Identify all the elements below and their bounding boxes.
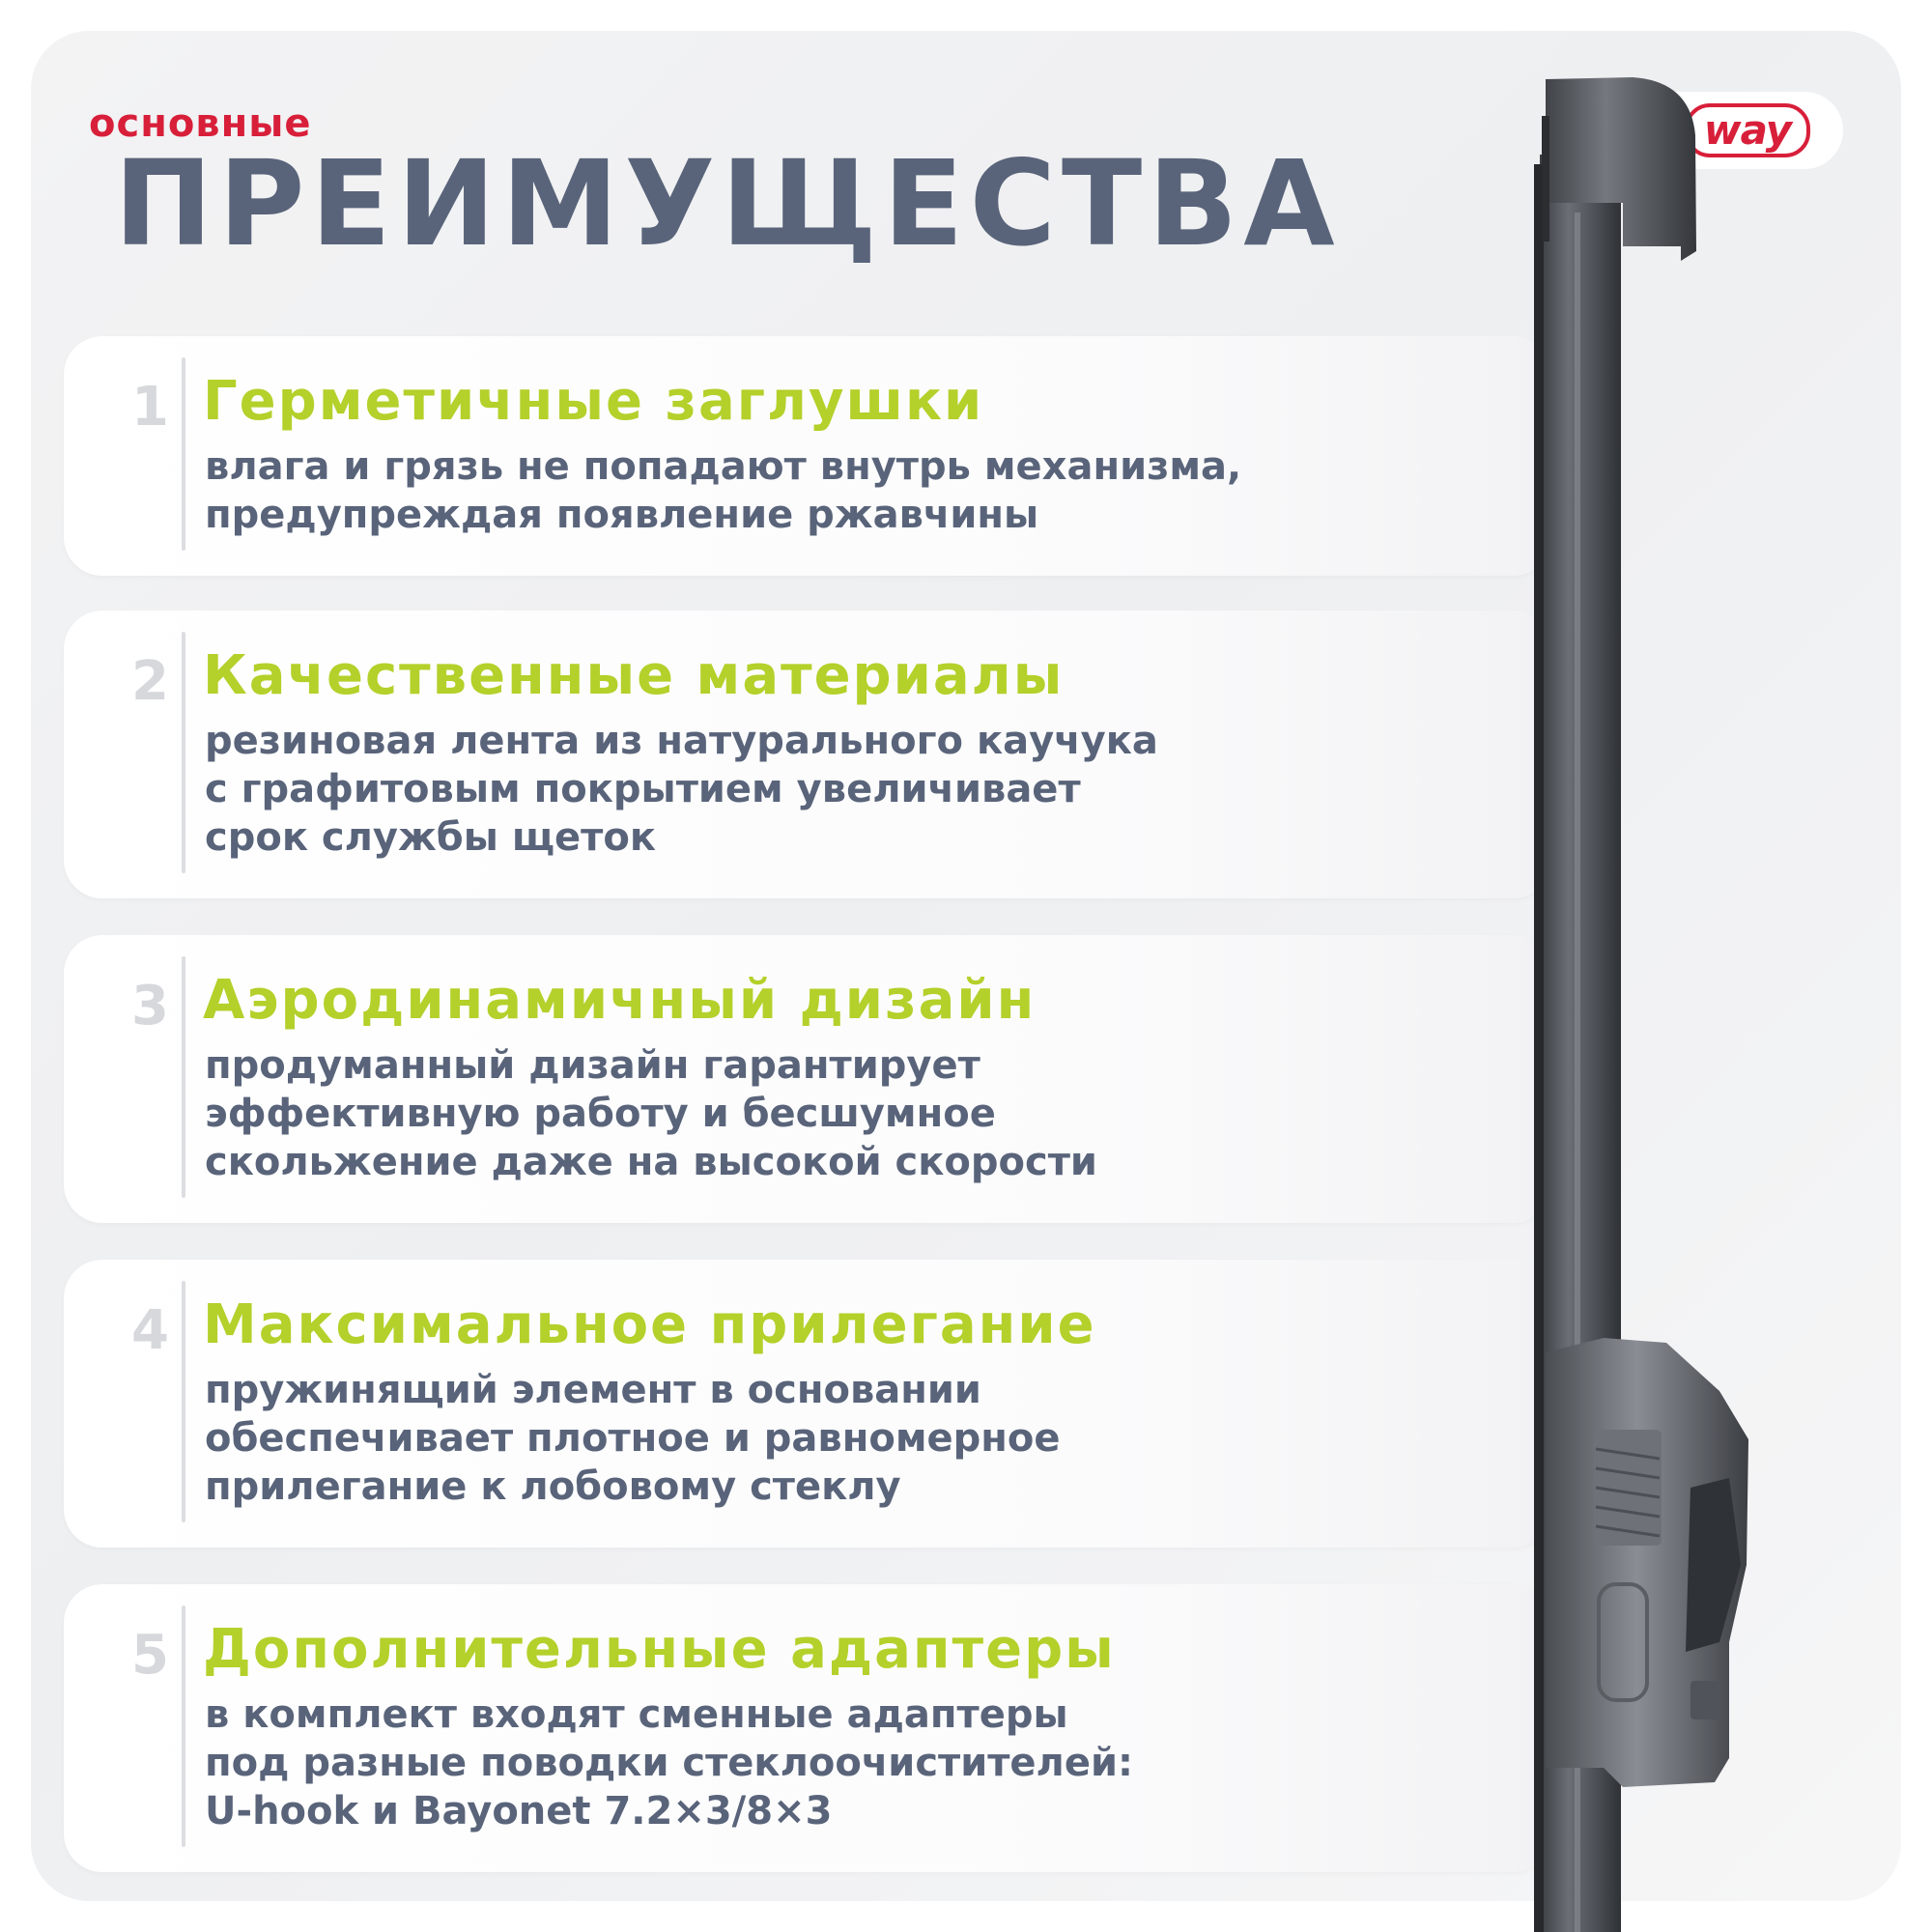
wiper-button [1690,1681,1719,1719]
wiper-rubber-strip [1534,164,1544,1932]
page-subtitle: основные [89,101,312,146]
feature-title: Аэродинамичный дизайн [203,969,1037,1032]
feature-number: 2 [131,650,169,713]
feature-number: 3 [131,975,169,1037]
feature-description-line: U-hook и Bayonet 7.2×3/8×3 [205,1789,833,1833]
wiper-end-cap-edge [1542,116,1549,242]
feature-number: 1 [131,376,169,439]
feature-description [205,1690,1133,1835]
feature-title: Максимальное прилегание [203,1293,1096,1356]
feature-description-line: эффективную работу и бесшумное [205,1092,996,1136]
feature-card-5 [64,1584,1551,1872]
feature-description-line: под разные поводки стеклоочистителей: [205,1741,1133,1785]
feature-description-line: скольжение даже на высокой скорости [205,1140,1097,1184]
page-title: ПРЕИМУЩЕСТВА [114,135,1341,272]
feature-description [205,442,1241,539]
brand-logo-text: way [1685,103,1810,157]
feature-description-line: обеспечивает плотное и равномерное [205,1416,1061,1461]
divider [182,1605,185,1847]
feature-description-line: срок службы щеток [205,815,656,860]
feature-title: Качественные материалы [203,644,1065,707]
feature-card-4 [64,1260,1551,1548]
feature-title: Герметичные заглушки [203,370,984,433]
divider [182,1281,185,1522]
feature-description-line: пружинящий элемент в основании [205,1368,981,1412]
feature-card-1 [64,336,1551,576]
feature-description-line: предупреждая появление ржавчины [205,493,1039,537]
feature-description-line: прилегание к лобовому стеклу [205,1464,901,1509]
feature-description-line: с графитовым покрытием увеличивает [205,767,1081,811]
feature-description-line: резиновая лента из натурального каучука [205,719,1158,763]
divider [182,357,185,551]
feature-description-line: продуманный дизайн гарантирует [205,1043,980,1088]
feature-description [205,717,1158,862]
feature-title: Дополнительные адаптеры [203,1618,1116,1681]
feature-description [205,1041,1097,1186]
feature-number: 4 [131,1299,169,1362]
divider [182,632,185,873]
feature-description [205,1366,1061,1511]
feature-description-line: в комплект входят сменные адаптеры [205,1692,1068,1737]
wiper-blade-image [1488,58,1797,1932]
feature-description-line: влага и грязь не попадают внутрь механизма, [205,444,1242,489]
feature-card-2 [64,611,1551,898]
feature-number: 5 [131,1624,169,1687]
feature-card-3 [64,935,1551,1223]
divider [182,956,185,1198]
